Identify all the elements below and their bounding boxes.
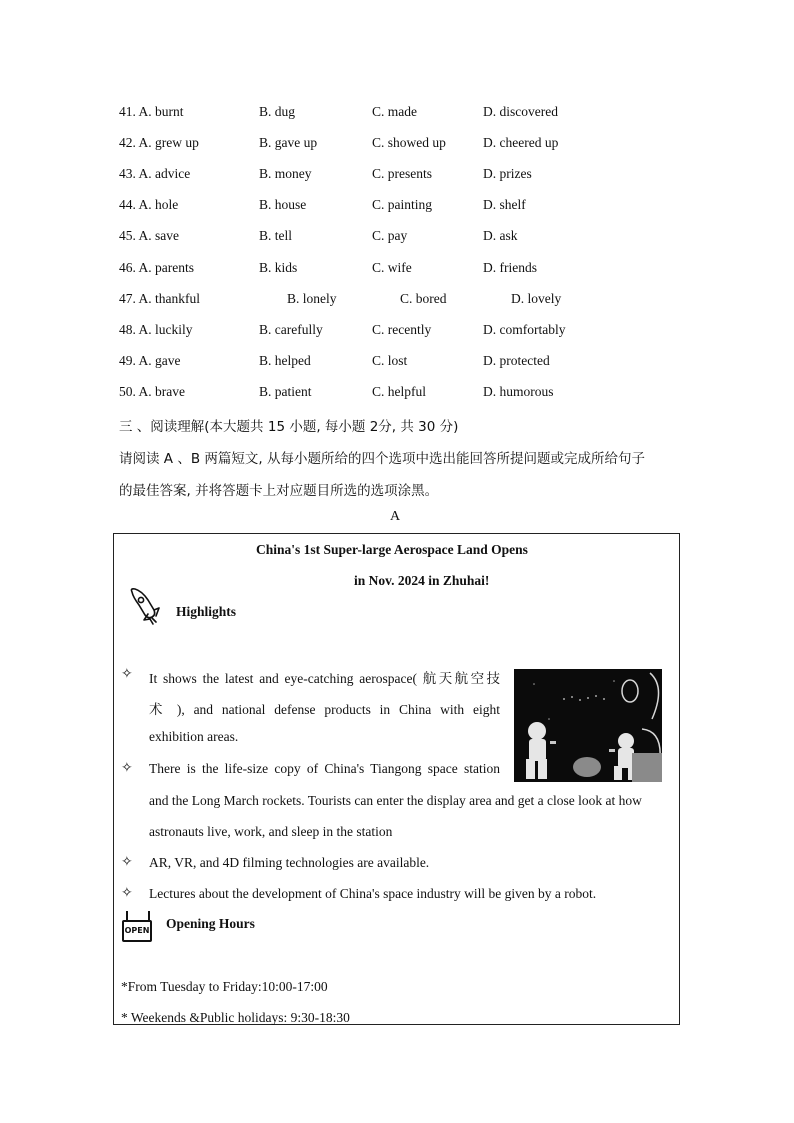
question-row-42 — [119, 135, 599, 155]
open-sign-icon — [122, 911, 154, 945]
option-b: B. house — [259, 197, 307, 212]
rocket-icon — [126, 586, 166, 630]
option-a: 49. A. gave — [119, 353, 181, 368]
option-c: C. wife — [372, 260, 412, 275]
option-a: 46. A. parents — [119, 260, 194, 275]
question-row-46 — [119, 260, 599, 280]
option-b: B. lonely — [287, 291, 337, 306]
option-b: B. patient — [259, 384, 312, 399]
bullet-1-line-3: exhibition areas. — [149, 729, 239, 744]
option-b: B. gave up — [259, 135, 318, 150]
bullet-icon: ✧ — [121, 885, 133, 901]
bullet-2-line-3: astronauts live, work, and sleep in the station — [149, 824, 393, 839]
option-b: B. carefully — [259, 322, 323, 337]
bullet-icon: ✧ — [121, 760, 133, 776]
ad-title-line-1: China's 1st Super-large Aerospace Land Opens — [256, 542, 528, 557]
instruction-line-1: 请阅读 A 、B 两篇短文, 从每小题所给的四个选项中选出能回答所提问题或完成所给句子 — [119, 451, 645, 467]
bullet-3: AR, VR, and 4D filming technologies are available. — [149, 855, 430, 870]
exhibition-photo — [514, 669, 662, 782]
option-c: C. helpful — [372, 384, 426, 399]
bullet-1-line-1: It shows the latest and eye-catching aerospace( 航天航空技 — [149, 671, 500, 686]
option-d: D. discovered — [483, 104, 558, 119]
instruction-line-2: 的最佳答案, 并将答题卡上对应题目所选的选项涂黑。 — [119, 483, 439, 499]
option-a: 42. A. grew up — [119, 135, 199, 150]
option-a: 44. A. hole — [119, 197, 179, 212]
option-d: D. ask — [483, 228, 518, 243]
hours-weekends: * Weekends &Public holidays: 9:30-18:30 — [121, 1010, 350, 1025]
option-d: D. shelf — [483, 197, 526, 212]
option-d: D. cheered up — [483, 135, 559, 150]
bullet-4: Lectures about the development of China's space industry will be given by a robot. — [149, 886, 597, 901]
question-row-47 — [119, 291, 599, 311]
option-b: B. tell — [259, 228, 292, 243]
highlights-heading: Highlights — [176, 604, 237, 619]
option-b: B. dug — [259, 104, 296, 119]
question-row-50 — [119, 384, 599, 404]
section-heading: 三 、阅读理解(本大题共 15 小题, 每小题 2分, 共 30 分) — [119, 419, 459, 435]
question-row-45 — [119, 228, 599, 248]
bullet-1-line-2: 术 ), and national defense products in China with eight — [149, 702, 500, 717]
question-row-44 — [119, 197, 599, 217]
question-row-49 — [119, 353, 599, 373]
option-b: B. kids — [259, 260, 298, 275]
option-c: C. made — [372, 104, 417, 119]
hours-weekdays: *From Tuesday to Friday:10:00-17:00 — [121, 979, 328, 994]
bullet-2-line-1: There is the life-size copy of China's Tiangong space station — [149, 761, 500, 776]
option-c: C. recently — [372, 322, 432, 337]
option-c: C. painting — [372, 197, 432, 212]
option-b: B. money — [259, 166, 312, 181]
open-sign-label: OPEN — [122, 920, 152, 942]
option-a: 43. A. advice — [119, 166, 191, 181]
option-d: D. comfortably — [483, 322, 566, 337]
option-b: B. helped — [259, 353, 311, 368]
question-row-41 — [119, 104, 599, 124]
option-c: C. pay — [372, 228, 408, 243]
option-d: D. humorous — [483, 384, 554, 399]
option-c: C. presents — [372, 166, 432, 181]
question-row-48 — [119, 322, 599, 342]
option-a: 45. A. save — [119, 228, 179, 243]
bullet-icon: ✧ — [121, 666, 133, 682]
option-a: 48. A. luckily — [119, 322, 193, 337]
question-row-43 — [119, 166, 599, 186]
opening-hours-heading: Opening Hours — [166, 916, 255, 931]
passage-label: A — [390, 509, 401, 524]
bullet-2-line-2: and the Long March rockets. Tourists can enter the display area and get a close look at how — [149, 793, 642, 808]
option-c: C. bored — [400, 291, 447, 306]
ad-title-line-2: in Nov. 2024 in Zhuhai! — [354, 573, 490, 588]
option-d: D. prizes — [483, 166, 532, 181]
option-a: 47. A. thankful — [119, 291, 200, 306]
bullet-icon: ✧ — [121, 854, 133, 870]
option-d: D. lovely — [511, 291, 562, 306]
advertisement-box — [113, 533, 680, 1025]
option-c: C. showed up — [372, 135, 446, 150]
option-d: D. friends — [483, 260, 537, 275]
option-d: D. protected — [483, 353, 550, 368]
option-a: 50. A. brave — [119, 384, 185, 399]
option-c: C. lost — [372, 353, 408, 368]
option-a: 41. A. burnt — [119, 104, 184, 119]
